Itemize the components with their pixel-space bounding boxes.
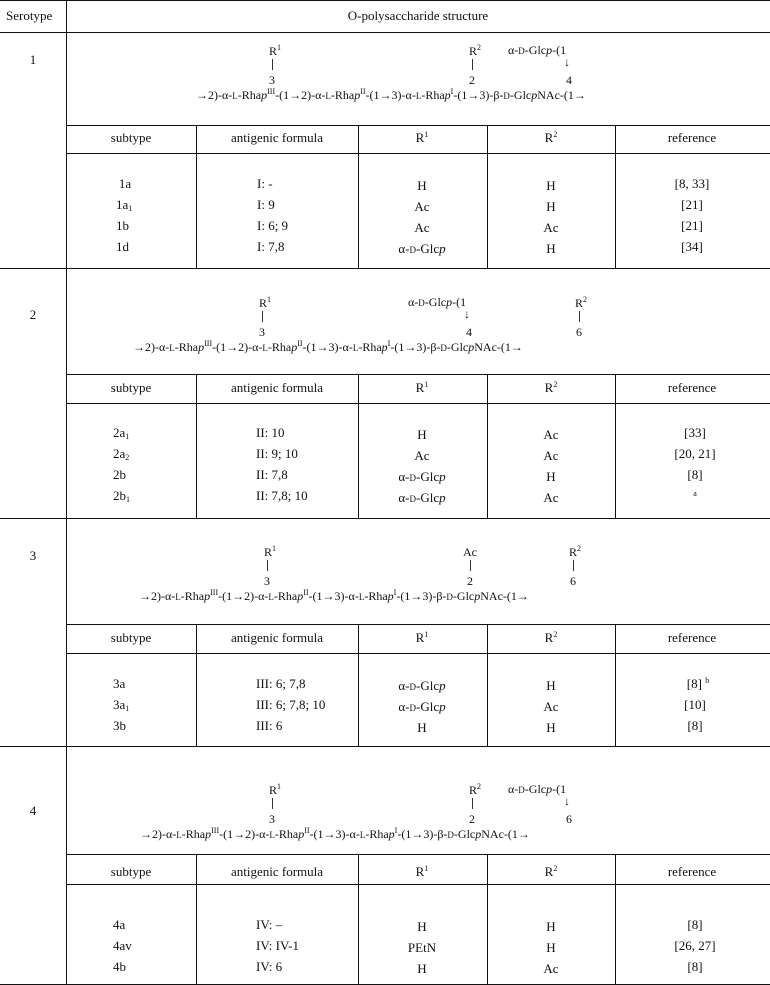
col-divider <box>615 624 616 746</box>
branch-right-bond <box>573 560 574 571</box>
branch-mid-bond <box>470 560 471 571</box>
r2-cell: H <box>546 199 556 214</box>
header-bottom-rule <box>0 32 770 33</box>
reference-cell: [10] <box>684 697 706 712</box>
subheader-bottom-rule <box>66 153 770 154</box>
subheader-antigenic-formula: antigenic formula <box>230 864 324 879</box>
branch-left-position: 3 <box>269 812 275 826</box>
branch-mid-position: 2 <box>469 812 475 826</box>
col-divider <box>615 854 616 984</box>
reference-cell: [34] <box>681 239 703 254</box>
subheader-r2: $R^2$ <box>544 864 558 879</box>
main-chain: →2)-α-L-Rhap$^{III}$-(1→2)-α-L-Rhap$^{II}$-(1→3)-α-L-Rhap$^I$-(1→3)-β-D-GlcpNAc-(1→ <box>140 826 530 841</box>
col-divider <box>358 125 359 268</box>
table-top-rule <box>0 0 770 1</box>
branch-mid-position: 2 <box>469 73 475 87</box>
r2-cell: H <box>546 178 556 193</box>
reference-cell: [21] <box>681 218 703 233</box>
formula-cell: II: 7,8 <box>256 467 288 482</box>
formula-cell: I: 6; 9 <box>257 218 289 233</box>
serotype-column-divider <box>66 0 67 985</box>
branch-right-position: 6 <box>566 812 572 826</box>
r2-cell: H <box>546 241 556 256</box>
subheader-bottom-rule <box>66 653 770 654</box>
r2-cell: Ac <box>543 427 559 442</box>
col-divider <box>358 624 359 746</box>
branch-left-bond <box>262 311 263 322</box>
glc-branch-arrow-icon: ↓ <box>464 307 470 321</box>
r1-cell: Ac <box>414 220 430 235</box>
subheader-top-rule <box>66 624 770 625</box>
formula-cell: IV: 6 <box>256 959 283 974</box>
r2-cell: Ac <box>543 490 559 505</box>
branch-left-bond <box>267 560 268 571</box>
reference-cell: [8] <box>687 718 703 733</box>
branch-right-position: 4 <box>566 73 572 87</box>
r2-cell: Ac <box>543 699 559 714</box>
subtype-cell: 1a <box>118 176 132 191</box>
branch-left-position: 3 <box>264 574 270 588</box>
r2-cell: H <box>546 678 556 693</box>
r1-cell: H <box>417 720 427 735</box>
subtype-cell: $2b_1$ <box>113 488 130 504</box>
reference-footnote: a <box>693 489 697 498</box>
branch-mid-label: Ac <box>463 545 477 559</box>
formula-cell: II: 7,8; 10 <box>256 488 308 503</box>
branch-right-bond <box>579 311 580 322</box>
branch-left-label: $R^1$ <box>263 544 277 559</box>
serotype-3-label: 3 <box>29 548 37 563</box>
subheader-top-rule <box>66 125 770 126</box>
branch-mid-position: 4 <box>466 325 472 339</box>
branch-mid-position: 2 <box>467 574 473 588</box>
branch-mid-bond <box>472 59 473 70</box>
formula-cell: I: 7,8 <box>257 239 285 254</box>
col-divider <box>358 374 359 518</box>
branch-left-position: 3 <box>259 325 265 339</box>
subheader-subtype: subtype <box>110 380 152 395</box>
subheader-r2: $R^2$ <box>544 380 558 395</box>
subtype-cell: 4b <box>113 959 126 974</box>
r1-cell: H <box>417 961 427 976</box>
reference-cell: [8] <box>687 467 703 482</box>
subheader-subtype: subtype <box>110 864 152 879</box>
col-divider <box>487 624 488 746</box>
subtype-cell: $1a_1$ <box>116 197 133 213</box>
reference-cell: [20, 21] <box>674 446 716 461</box>
glc-branch-label: α-D-Glcp-(1 <box>508 43 567 57</box>
subheader-antigenic-formula: antigenic formula <box>230 630 324 645</box>
subtype-cell: 2b <box>113 467 126 482</box>
main-chain: →2)-α-L-Rhap$^{III}$-(1→2)-α-L-Rhap$^{II}$-(1→3)-α-L-Rhap$^I$-(1→3)-β-D-GlcpNAc-(1→ <box>133 339 523 354</box>
r2-cell: Ac <box>543 220 559 235</box>
subheader-antigenic-formula: antigenic formula <box>230 380 324 395</box>
branch-mid-bond <box>472 798 473 809</box>
reference-cell: [21] <box>681 197 703 212</box>
r1-cell: Ac <box>414 448 430 463</box>
subtype-cell: $3a_1$ <box>113 697 130 713</box>
subheader-top-rule <box>66 854 770 855</box>
branch-left-label: $R^1$ <box>258 295 272 310</box>
r2-cell: H <box>546 940 556 955</box>
col-divider <box>615 125 616 268</box>
serotype3-bottom-rule <box>0 746 770 747</box>
reference-cell: [26, 27] <box>674 938 716 953</box>
reference-cell: [33] <box>684 425 706 440</box>
branch-left-label: $R^1$ <box>268 782 282 797</box>
subheader-top-rule <box>66 374 770 375</box>
branch-mid-label: $R^2$ <box>468 43 482 58</box>
subheader-antigenic-formula: antigenic formula <box>230 130 324 145</box>
subtype-cell: 3a <box>113 676 126 691</box>
r2-cell: H <box>546 720 556 735</box>
main-chain: →2)-α-L-Rhap$^{III}$-(1→2)-α-L-Rhap$^{II}$-(1→3)-α-L-Rhap$^I$-(1→3)-β-D-GlcpNAc-(1→ <box>139 588 529 603</box>
subheader-reference: reference <box>667 630 717 645</box>
subheader-reference: reference <box>667 130 717 145</box>
subheader-bottom-rule <box>66 884 770 885</box>
r1-cell: PEtN <box>407 940 437 955</box>
subtype-cell: 4av <box>113 938 132 953</box>
formula-cell: II: 10 <box>256 425 285 440</box>
r1-cell: α-D-Glcp <box>398 469 446 484</box>
subheader-reference: reference <box>667 380 717 395</box>
subtype-cell: 4a <box>113 917 126 932</box>
subheader-subtype: subtype <box>110 130 152 145</box>
formula-cell: III: 6; 7,8 <box>256 676 306 691</box>
subheader-r1: $R^1$ <box>415 864 429 879</box>
subtype-cell: 1d <box>116 239 129 254</box>
r1-cell: H <box>417 427 427 442</box>
col-divider <box>615 374 616 518</box>
col-divider <box>487 374 488 518</box>
branch-right-position: 6 <box>576 325 582 339</box>
r2-cell: Ac <box>543 448 559 463</box>
glc-branch-arrow-icon: ↓ <box>564 55 570 69</box>
r2-cell: Ac <box>543 961 559 976</box>
r1-cell: H <box>417 178 427 193</box>
branch-mid-label: $R^2$ <box>468 782 482 797</box>
subheader-subtype: subtype <box>110 630 152 645</box>
glc-branch-label: α-D-Glcp-(1 <box>508 782 567 796</box>
formula-cell: I: 9 <box>257 197 275 212</box>
serotype-1-label: 1 <box>29 52 37 67</box>
col-divider <box>487 125 488 268</box>
formula-cell: III: 6 <box>256 718 283 733</box>
glc-branch-arrow-icon: ↓ <box>564 794 570 808</box>
formula-cell: I: - <box>257 176 273 191</box>
serotype2-bottom-rule <box>0 518 770 519</box>
subheader-bottom-rule <box>66 403 770 404</box>
r1-cell: H <box>417 919 427 934</box>
col-divider <box>196 125 197 268</box>
r1-cell: α-D-Glcp <box>398 699 446 714</box>
subtype-cell: $2a_1$ <box>113 425 130 441</box>
branch-left-position: 3 <box>269 73 275 87</box>
serotype1-bottom-rule <box>0 268 770 269</box>
branch-left-bond <box>272 798 273 809</box>
subheader-r1: $R^1$ <box>415 380 429 395</box>
serotype-4-label: 4 <box>29 803 37 818</box>
header-serotype: Serotype <box>6 8 53 23</box>
subtype-cell: 1b <box>116 218 129 233</box>
col-divider <box>487 854 488 984</box>
col-divider <box>196 854 197 984</box>
glc-branch-label: α-D-Glcp-(1 <box>408 295 467 309</box>
r1-cell: α-D-Glcp <box>398 678 446 693</box>
r1-cell: Ac <box>414 199 430 214</box>
formula-cell: III: 6; 7,8; 10 <box>256 697 326 712</box>
subtype-cell: $2a_2$ <box>113 446 130 462</box>
subheader-r2: $R^2$ <box>544 630 558 645</box>
r2-cell: H <box>546 919 556 934</box>
r2-cell: H <box>546 469 556 484</box>
formula-cell: IV: IV-1 <box>256 938 299 953</box>
serotype-2-label: 2 <box>29 307 37 322</box>
col-divider <box>358 854 359 984</box>
subheader-r1: $R^1$ <box>415 630 429 645</box>
main-chain: →2)-α-L-Rhap$^{III}$-(1→2)-α-L-Rhap$^{II}$-(1→3)-α-L-Rhap$^I$-(1→3)-β-D-GlcpNAc-(1→ <box>196 87 586 102</box>
reference-cell: [8] <box>687 917 703 932</box>
r1-cell: α-D-Glcp <box>398 241 446 256</box>
col-divider <box>196 374 197 518</box>
branch-right-position: 6 <box>570 574 576 588</box>
branch-right-label: $R^2$ <box>574 295 588 310</box>
subheader-reference: reference <box>667 864 717 879</box>
branch-left-bond <box>272 59 273 70</box>
branch-left-label: $R^1$ <box>268 43 282 58</box>
reference-cell: [8] $^b$ <box>686 676 710 691</box>
col-divider <box>196 624 197 746</box>
subheader-r2: $R^2$ <box>544 130 558 145</box>
reference-cell: [8] <box>687 959 703 974</box>
header-structure: O-polysaccharide structure <box>347 8 489 23</box>
formula-cell: IV: – <box>256 917 283 932</box>
branch-right-label: $R^2$ <box>568 544 582 559</box>
subtype-cell: 3b <box>113 718 126 733</box>
reference-cell: [8, 33] <box>674 176 710 191</box>
r1-cell: α-D-Glcp <box>398 490 446 505</box>
subheader-r1: $R^1$ <box>415 130 429 145</box>
formula-cell: II: 9; 10 <box>256 446 298 461</box>
